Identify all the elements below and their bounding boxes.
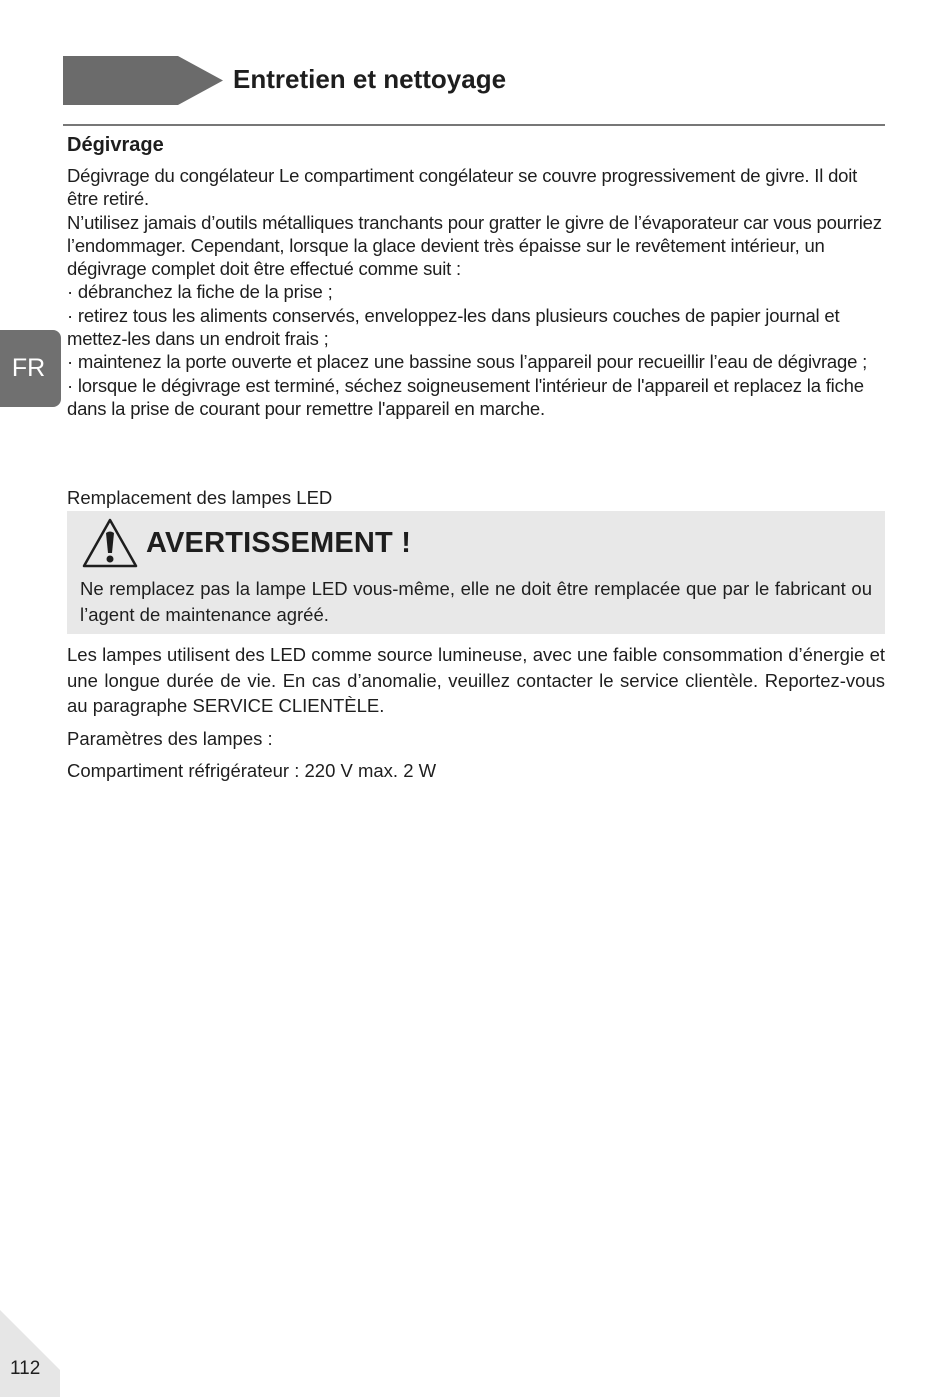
warning-box: [67, 511, 885, 634]
page-corner-decoration: [0, 1310, 60, 1397]
defrost-heading: Dégivrage: [67, 134, 164, 156]
page-number: 112: [10, 1358, 41, 1379]
defrost-step: · retirez tous les aliments conservés, enveloppez-les dans plusieurs couches de papier journal et mettez-les dans un endroit frais ;: [67, 304, 840, 350]
header-arrow-banner: [63, 56, 223, 105]
warning-title: AVERTISSEMENT !: [146, 527, 412, 559]
defrost-step: · lorsque le dégivrage est terminé, séchez soigneusement l'intérieur de l'appareil et replacez la fiche dans la prise de courant pour remettre l'appareil en marche.: [67, 374, 864, 419]
led-paragraph: Compartiment réfrigérateur : 220 V max. 2 W: [67, 760, 437, 781]
led-paragraph: Les lampes utilisent des LED comme source lumineuse, avec une faible consommation d’énergie et une longue durée de vie. En cas d’anomalie, veuillez contacter le service clientèle. Reportez-vous au paragraphe SERVICE CLIENTÈLE.: [67, 644, 885, 716]
defrost-step: · débranchez la fiche de la prise ;: [67, 281, 333, 303]
defrost-paragraph: N’utilisez jamais d’outils métalliques tranchants pour gratter le givre de l’évaporateur car vous pourriez l’endommager. Cependant, lorsque la glace devient très épaisse sur le revêtement intérieur, un dégivrage complet doit être effectué comme suit :: [67, 211, 882, 280]
defrost-body: [67, 164, 885, 420]
warning-text: Ne remplacez pas la lampe LED vous-même, elle ne doit être remplacée que par le fabricant ou l’agent de maintenance agréé.: [80, 578, 872, 625]
page-title: Entretien et nettoyage: [233, 64, 507, 94]
warning-triangle-icon: [81, 517, 139, 569]
defrost-step: · maintenez la porte ouverte et placez une bassine sous l’appareil pour recueillir l’eau de dégivrage ;: [67, 351, 868, 373]
defrost-paragraph: Dégivrage du congélateur Le compartiment congélateur se couvre progressivement de givre. Il doit être retiré.: [67, 165, 858, 210]
led-paragraph: Paramètres des lampes :: [67, 727, 273, 749]
led-body: [67, 642, 885, 791]
header-divider: [63, 124, 885, 126]
led-heading: Remplacement des lampes LED: [67, 487, 333, 508]
language-tab: FR: [0, 330, 61, 407]
